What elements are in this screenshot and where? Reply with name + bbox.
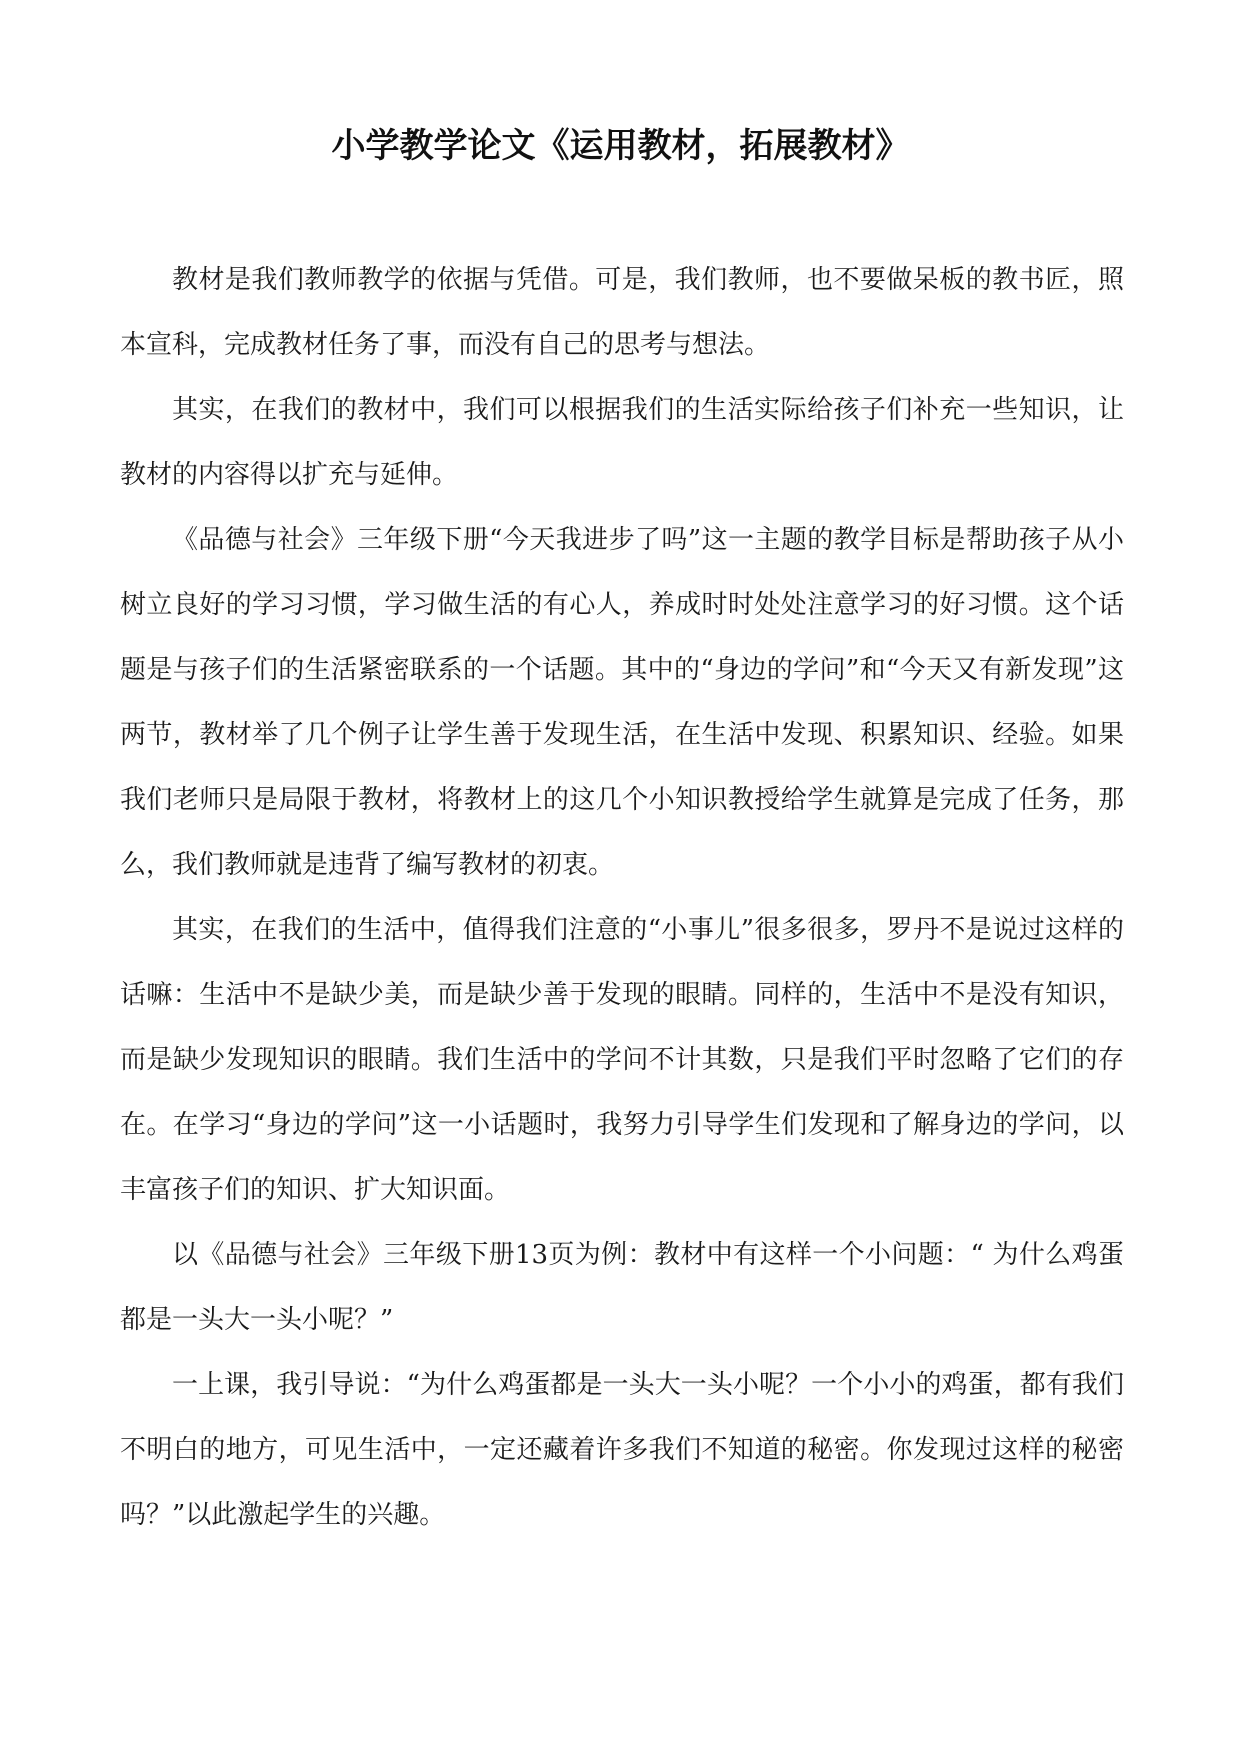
document-title: 小学教学论文《运用教材，拓展教材》 xyxy=(331,126,910,166)
paragraph-3: 《品德与社会》三年级下册“今天我进步了吗”这一主题的教学目标是帮助孩子从小树立良好的学习习惯，学习做生活的有心人，养成时时处处注意学习的好习惯。这个话题是与孩子们的生活紧密联系的一个话题。其中的“身边的学问”和“今天又有新发现”这两节，教材举了几个例子让学生善于发现生活，在生活中发现、积累知识、经验。如果我们老师只是局限于教材，将教材上的这几个小知识教授给学生就算是完成了任务，那么，我们教师就是违背了编写教材的初衷。 xyxy=(120,525,1124,880)
paragraph-6: 一上课，我引导说：“为什么鸡蛋都是一头大一头小呢？一个小小的鸡蛋，都有我们不明白的地方，可见生活中，一定还藏着许多我们不知道的秘密。你发现过这样的秘密吗？”以此激起学生的兴趣。 xyxy=(120,1370,1124,1530)
document-body xyxy=(120,248,1124,1548)
paragraph-4: 其实，在我们的生活中，值得我们注意的“小事儿”很多很多，罗丹不是说过这样的话嘛：生活中不是缺少美，而是缺少善于发现的眼睛。同样的，生活中不是没有知识，而是缺少发现知识的眼睛。我们生活中的学问不计其数，只是我们平时忽略了它们的存在。在学习“身边的学问”这一小话题时，我努力引导学生们发现和了解身边的学问，以丰富孩子们的知识、扩大知识面。 xyxy=(120,915,1124,1205)
paragraph-5: 以《品德与社会》三年级下册13页为例：教材中有这样一个小问题：“ 为什么鸡蛋都是一头大一头小呢？” xyxy=(120,1240,1124,1335)
paragraph-2: 其实，在我们的教材中，我们可以根据我们的生活实际给孩子们补充一些知识，让教材的内容得以扩充与延伸。 xyxy=(120,395,1124,490)
paragraph-1: 教材是我们教师教学的依据与凭借。可是，我们教师，也不要做呆板的教书匠，照本宣科，完成教材任务了事，而没有自己的思考与想法。 xyxy=(120,265,1124,360)
